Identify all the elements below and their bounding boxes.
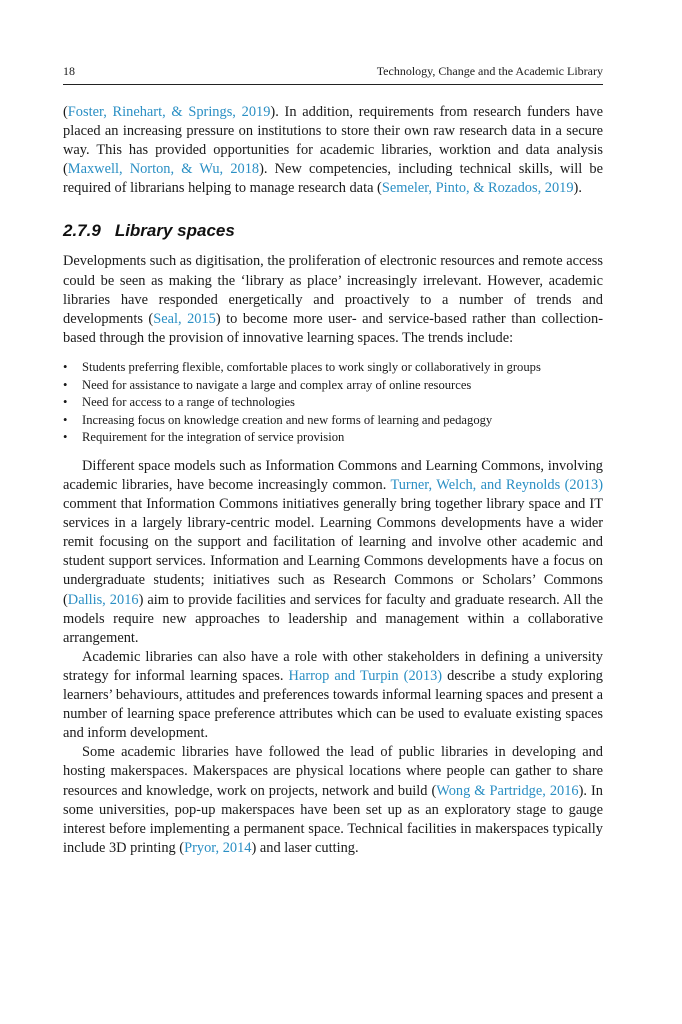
- citation-link[interactable]: Harrop and Turpin (2013): [288, 667, 443, 684]
- citation-link[interactable]: Semeler, Pinto, & Rozados, 2019: [381, 180, 574, 197]
- list-item: • Increasing focus on knowledge creation and new forms of learning and pedagogy: [63, 412, 603, 430]
- running-title: Technology, Change and the Academic Library: [376, 64, 603, 78]
- text-run: Some academic libraries have followed the lead of public libraries in developing and hosting makerspaces. Makerspaces are physical locations where people can gather to share resources and knowledge, work on projects, network and build (: [63, 744, 603, 799]
- text-run: ). In addition, requirements from research funders have placed an increasing pressure on institutions to store their own raw research data in a secure way. This has provided opportunities for academic libraries, worktion and data analysis (: [63, 104, 604, 178]
- text-run: ) and laser cutting.: [251, 839, 359, 856]
- section-heading: [63, 220, 603, 242]
- list-item: • Students preferring flexible, comfortable places to work singly or collaboratively in groups: [63, 359, 603, 377]
- list-item: • Need for access to a range of technologies: [63, 394, 603, 412]
- paragraph: [63, 457, 603, 648]
- text-run: comment that Information Commons initiatives generally bring together library space and IT services in a largely library-centric model. Learning Commons developments have a wider remit focusing on the support and facilitation of learning and involve other academic and student support services. Information and Learning Commons developments have a focus on undergraduate students; initiatives such as Research Commons or Scholars’ Commons (: [63, 496, 603, 608]
- list-item: • Requirement for the integration of service provision: [63, 429, 603, 447]
- citation-link[interactable]: Turner, Welch, and Reynolds (2013): [390, 477, 603, 493]
- section-number: 2.7.9: [63, 221, 101, 241]
- text-run: ) to become more user- and service-based rather than collection-based through the provision of innovative learning spaces. The trends include:: [63, 310, 603, 346]
- citation-link[interactable]: Wong & Partridge, 2016: [436, 782, 579, 799]
- citation-link[interactable]: Maxwell, Norton, & Wu, 2018: [67, 161, 260, 178]
- text-run: Developments such as digitisation, the proliferation of electronic resources and remote access could be seen as making the ‘library as place’ increasingly irrelevant. However, academic libraries have responded energetically and proactively to a number of trends and developments (: [63, 253, 603, 327]
- text-run: ). New competencies, including technical skills, will be required of librarians helping to manage research data (: [63, 161, 604, 197]
- body-text: [63, 103, 603, 858]
- intro-paragraph: [63, 103, 603, 198]
- paragraph: [63, 252, 603, 347]
- text-run: Different space models such as Information Commons and Learning Commons, involving academic libraries, have become increasingly common.: [63, 457, 603, 493]
- text-run: (: [63, 104, 68, 120]
- page-number: 18: [63, 64, 75, 78]
- trends-list: [63, 359, 603, 447]
- text-run: ).: [573, 180, 582, 197]
- list-item: • Need for assistance to navigate a large and complex array of online resources: [63, 377, 603, 395]
- citation-link[interactable]: Pryor, 2014: [184, 839, 252, 856]
- paragraph: [63, 743, 603, 858]
- citation-link[interactable]: Dallis, 2016: [67, 591, 139, 608]
- section-title: Library spaces: [114, 221, 235, 241]
- citation-link[interactable]: Foster, Rinehart, & Springs, 2019: [67, 104, 271, 120]
- citation-link[interactable]: Seal, 2015: [153, 310, 216, 327]
- text-run: ) aim to provide facilities and services for faculty and graduate research. All the models require new approaches to leadership and management within a collaborative arrangement.: [63, 591, 603, 646]
- running-header: [63, 62, 603, 85]
- text-run: ). In some universities, pop-up makerspaces have been set up as an exploratory stage to gauge interest before implementing a permanent space. Technical facilities in makerspaces typically include 3D printing (: [63, 782, 603, 856]
- text-run: Academic libraries can also have a role with other stakeholders in defining a university strategy for informal learning spaces.: [63, 648, 603, 684]
- text-run: describe a study exploring learners’ behaviours, attitudes and preferences towards informal learning spaces and present a number of learning space preference attributes which can be used to evaluate existing spaces and inform development.: [63, 667, 604, 742]
- paragraph: [63, 648, 603, 743]
